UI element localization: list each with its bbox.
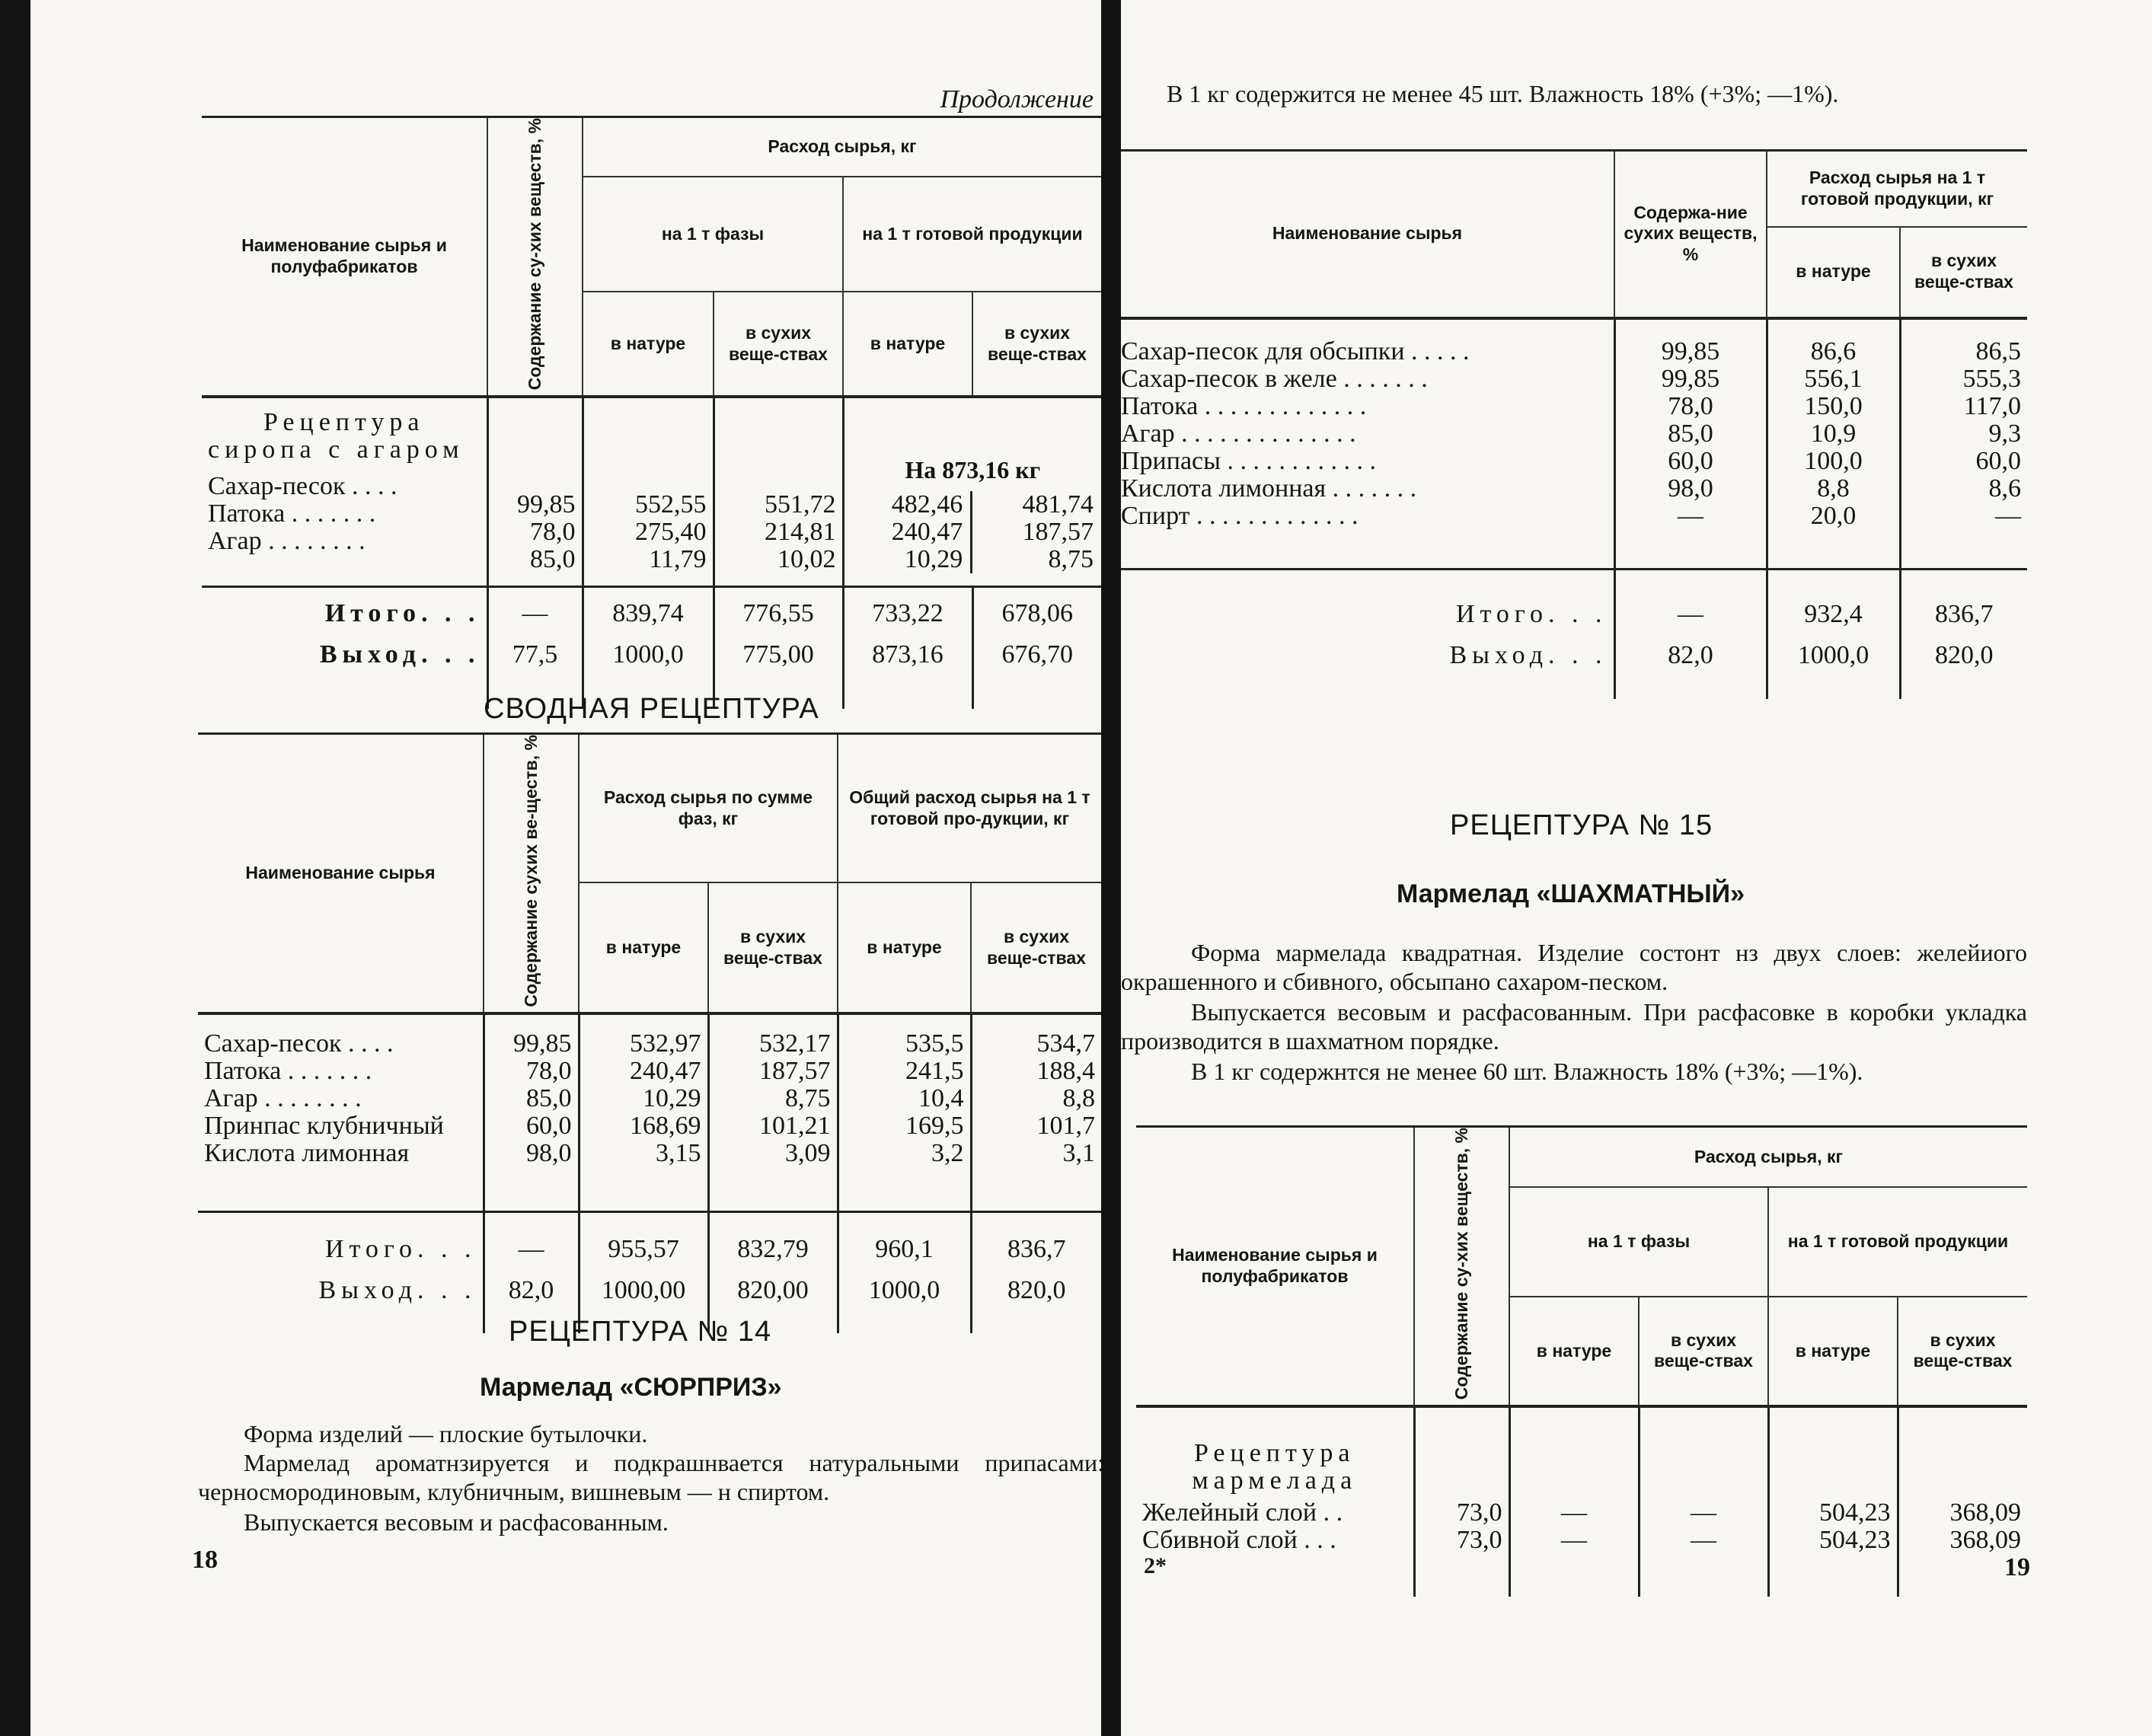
col-product-group: На 873,16 кг 482,46 240,47 10,29 481,74 187,57 8,75 <box>843 397 1101 587</box>
row-names: Сахар-песок для обсыпки . . . . . Сахар-песок в желе . . . . . . . Патока . . . . . . . . . . . . . Агар . . . . . . . . . . . . . . Припасы . . . . . . . . . . . . Кислота лимонная . . . . . . . Спирт . . . . . . . . . . . . . <box>1121 318 1614 570</box>
col-product-natural: 504,23 504,23 <box>1768 1406 1898 1597</box>
recipe-14-paragraph-3: Выпускается весовым и расфасованным. <box>244 1508 669 1536</box>
col-phase-natural: 552,55 275,40 11,79 <box>583 397 714 587</box>
totals-dry: — 82,0 <box>484 1211 579 1333</box>
right-page <box>1121 0 2152 1736</box>
header-dry-matter: в сухих веще-ствах <box>971 882 1101 1013</box>
totals-dry: — 82,0 <box>1614 570 1767 699</box>
header-dry-matter: в сухих веще-ствах <box>1898 1297 2027 1406</box>
totals-product-natural: 733,22 873,16 <box>843 587 972 709</box>
totals-phase-dry: 776,55 775,00 <box>714 587 843 709</box>
header-per-phase: на 1 т фазы <box>1509 1187 1768 1297</box>
col-product-dry: 368,09 368,09 <box>1898 1406 2027 1597</box>
header-natural: в натуре <box>1509 1297 1639 1406</box>
row-names: Рецептура мармелада Желейный слой . . Сбивной слой . . . <box>1136 1406 1414 1597</box>
table-recipe-15 <box>1136 1125 2027 1597</box>
header-natural: в натуре <box>1767 227 1900 318</box>
header-name: Наименование сырья и полуфабрикатов <box>202 117 487 397</box>
left-page <box>30 0 1104 1736</box>
header-name: Наименование сырья <box>1121 151 1614 318</box>
header-natural: в натуре <box>838 882 971 1013</box>
header-natural: в натуре <box>579 882 708 1013</box>
header-dry-content: Содержание сухих ве-ществ, % <box>484 734 579 1014</box>
recipe-15-subtitle: Мармелад «ШАХМАТНЫЙ» <box>1397 879 1745 908</box>
row-names: Сахар-песок . . . . Патока . . . . . . . Агар . . . . . . . . Принпас клубничный Кислота лимонная <box>198 1013 484 1211</box>
header-natural: в натуре <box>583 292 714 397</box>
header-per-product: на 1 т готовой продукции <box>843 177 1101 292</box>
summary-recipe-title: СВОДНАЯ РЕЦЕПТУРА <box>484 693 819 725</box>
col-phase-dry: — — <box>1639 1406 1768 1597</box>
recipe-15-paragraph-3: В 1 кг содержнтся не менее 60 шт. Влажность 18% (+3%; —1%). <box>1191 1058 1863 1085</box>
header-name: Наименование сырья <box>198 734 484 1014</box>
header-name: Наименование сырья и полуфабрикатов <box>1136 1127 1414 1406</box>
header-dry-matter: в сухих веще-ствах <box>1639 1297 1768 1406</box>
table-recipe-14 <box>1121 149 2027 699</box>
col-sum-natural: 532,97 240,47 10,29 168,69 3,15 <box>579 1013 708 1211</box>
footnote-mark: 2* <box>1144 1553 1167 1578</box>
header-dry-matter: в сухих веще-ствах <box>708 882 838 1013</box>
totals-dry-matter: 836,7 820,0 <box>1900 570 2027 699</box>
header-natural: в натуре <box>843 292 972 397</box>
totals-sum-dry: 832,79 820,00 <box>708 1211 838 1333</box>
header-per-product: на 1 т готовой продукции <box>1768 1187 2027 1297</box>
row-names: Рецептура сиропа с агаром Сахар-песок . . . . Патока . . . . . . . Агар . . . . . . . . <box>202 397 487 587</box>
table-summary-recipe <box>198 732 1101 1333</box>
recipe-14-subtitle: Мармелад «СЮРПРИЗ» <box>480 1373 782 1402</box>
recipe-15-paragraph-2: Выпускается весовым и расфасованным. При расфасовке в коробки укладка производится в шахматном порядке. <box>1121 998 2027 1055</box>
page-number: 19 <box>2004 1553 2030 1581</box>
col-total-natural: 535,5 241,5 10,4 169,5 3,2 <box>838 1013 971 1211</box>
header-dry-content: Содержа-ние сухих веществ, % <box>1614 151 1767 318</box>
col-dry: 99,85 99,85 78,0 85,0 60,0 98,0 — <box>1614 318 1767 570</box>
header-dry-matter: в сухих веще-ствах <box>972 292 1101 397</box>
table-syrup-recipe <box>202 116 1101 709</box>
header-total-consumption: Общий расход сырья на 1 т готовой про-дукции, кг <box>838 734 1101 883</box>
recipe-14-title: РЕЦЕПТУРА № 14 <box>509 1316 772 1348</box>
header-natural: в натуре <box>1768 1297 1898 1406</box>
col-dry: 73,0 73,0 <box>1414 1406 1509 1597</box>
totals-names: Итого. . . Выход. . . <box>202 587 487 709</box>
header-consumption: Расход сырья, кг <box>1509 1127 2027 1188</box>
header-dry-content: Содержание су-хих веществ, % <box>487 117 583 397</box>
col-sum-dry: 532,17 187,57 8,75 101,21 3,09 <box>708 1013 838 1211</box>
page-number: 18 <box>192 1546 218 1574</box>
recipe-14-paragraph-1: Форма изделий — плоские бутылочки. <box>244 1420 648 1447</box>
recipe-14-intro: В 1 кг содержится не менее 45 шт. Влажность 18% (+3%; —1%). <box>1167 80 1839 107</box>
totals-dry: — 77,5 <box>487 587 583 709</box>
header-per-phase: на 1 т фазы <box>583 177 843 292</box>
col-natural: 86,6 556,1 150,0 10,9 100,0 8,8 20,0 <box>1767 318 1900 570</box>
totals-natural: 932,4 1000,0 <box>1767 570 1900 699</box>
col-phase-dry: 551,72 214,81 10,02 <box>714 397 843 587</box>
header-consumption: Расход сырья на 1 т готовой продукции, кг <box>1767 151 2027 227</box>
header-dry-matter: в сухих веще-ствах <box>714 292 843 397</box>
header-consumption: Расход сырья, кг <box>583 117 1101 177</box>
totals-total-dry: 836,7 820,0 <box>971 1211 1101 1333</box>
totals-product-dry: 678,06 676,70 <box>972 587 1101 709</box>
col-total-dry: 534,7 188,4 8,8 101,7 3,1 <box>971 1013 1101 1211</box>
continuation-label: Продолжение <box>940 85 1094 113</box>
col-dry: 99,85 78,0 85,0 60,0 98,0 <box>484 1013 579 1211</box>
col-phase-natural: — — <box>1509 1406 1639 1597</box>
recipe-15-paragraph-1: Форма мармелада квадратная. Изделие состонт нз двух слоев: желейиого окрашенного и сбивного, обсыпано сахаром-песком. <box>1121 939 2027 995</box>
recipe-14-paragraph-2: Мармелад ароматнзируется и подкрашнвается натуральными припасами: черносмородиновым, клубничным, вишневым — н спиртом. <box>198 1449 1104 1505</box>
totals-phase-natural: 839,74 1000,0 <box>583 587 714 709</box>
col-dry: 99,85 78,0 85,0 <box>487 397 583 587</box>
col-dry-matter: 86,5 555,3 117,0 9,3 60,0 8,6 — <box>1900 318 2027 570</box>
totals-names: Итого. . . Выход. . . <box>1121 570 1614 699</box>
header-dry-content: Содержание су-хих веществ, % <box>1414 1127 1509 1406</box>
header-sum-phases: Расход сырья по сумме фаз, кг <box>579 734 838 883</box>
totals-names: Итого. . . Выход. . . <box>198 1211 484 1333</box>
totals-total-natural: 960,1 1000,0 <box>838 1211 971 1333</box>
header-dry-matter: в сухих веще-ствах <box>1900 227 2027 318</box>
recipe-15-title: РЕЦЕПТУРА № 15 <box>1450 809 1713 841</box>
totals-sum-natural: 955,57 1000,00 <box>579 1211 708 1333</box>
book-spine-left <box>0 0 30 1736</box>
